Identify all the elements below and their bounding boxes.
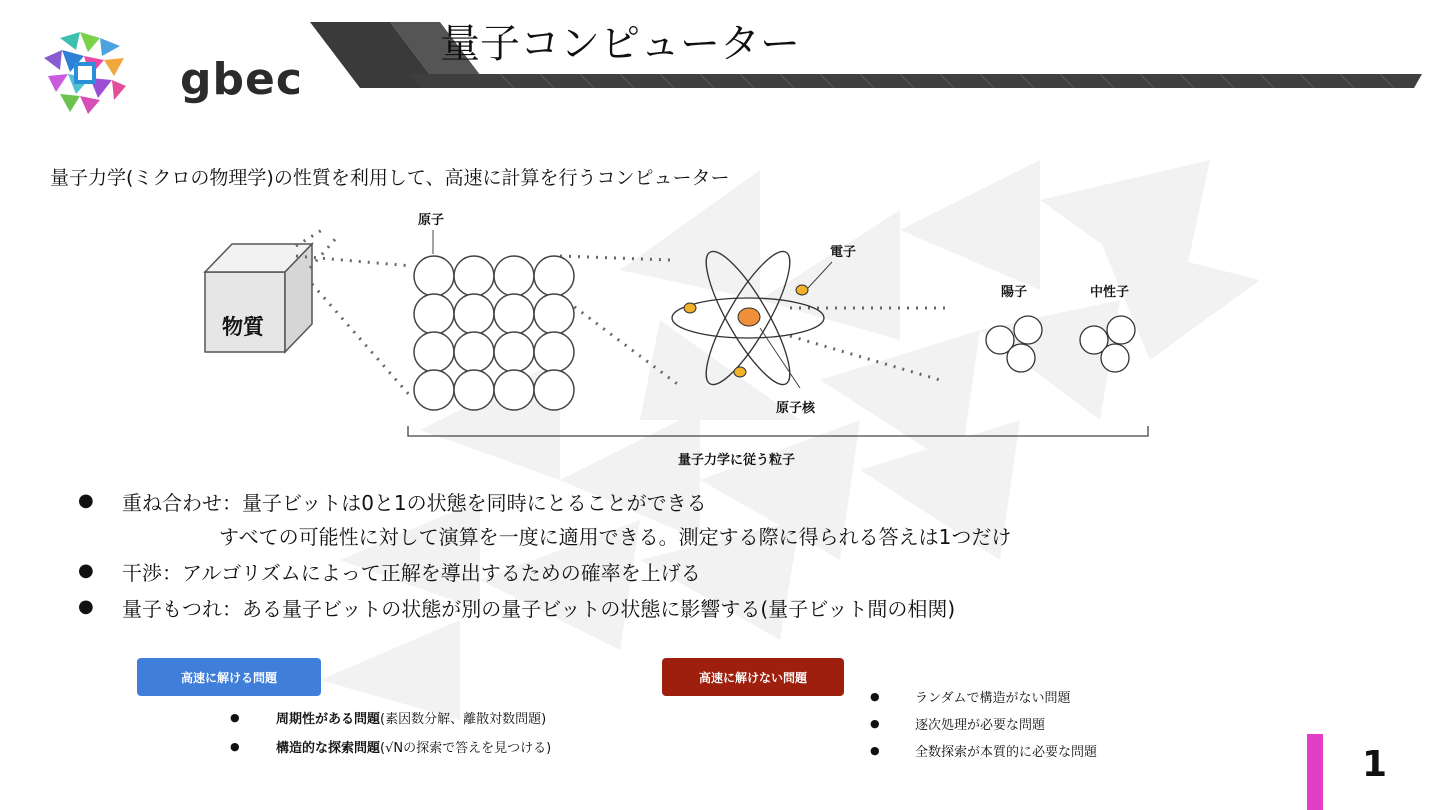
proton-cluster [986, 316, 1042, 372]
bullet-text: 重ね合わせ：量子ビットは0と1の状態を同時にとることができる [122, 491, 707, 515]
electron [796, 285, 808, 295]
fast-problem-bold: 構造的な探索問題 [276, 741, 381, 756]
page-number: 1 [1362, 744, 1388, 785]
bracket-label: 量子力学に従う粒子 [678, 453, 796, 468]
neutron-cluster [1080, 316, 1135, 372]
list-dot: ● [870, 744, 880, 757]
slow-problem-item: 全数探索が本質的に必要な問題 [915, 745, 1098, 760]
atom-grid [414, 256, 574, 410]
nucleus [738, 308, 760, 326]
fast-problem-item [276, 737, 551, 756]
bullet-subtext: すべての可能性に対して演算を一度に適用できる。測定する際に得られる答えは1つだけ [219, 525, 1012, 549]
bullet-text: 干渉：アルゴリズムによって正解を導出するための確率を上げる [122, 561, 701, 585]
fast-problems-badge: 高速に解ける問題 [137, 658, 321, 696]
bullet-text: 量子もつれ：ある量子ビットの状態が別の量子ビットの状態に影響する(量子ビット間の相関) [122, 597, 956, 621]
list-dot: ● [870, 717, 880, 730]
fast-problem-rest: (√Nの探索で答えを見つける) [380, 741, 552, 756]
bracket [408, 426, 1148, 436]
logo-mark-icon [40, 28, 140, 116]
neutron-label: 中性子 [1090, 285, 1130, 300]
bullet-dot: ● [78, 560, 94, 581]
list-dot: ● [230, 740, 240, 753]
electron [734, 367, 746, 377]
nucleus-label: 原子核 [776, 401, 816, 416]
slide-title: 量子コンピューター [440, 21, 800, 67]
list-dot: ● [870, 690, 880, 703]
matter-label: 物質 [222, 315, 264, 339]
atom-label: 原子 [418, 213, 445, 228]
slow-problems-badge: 高速に解けない問題 [662, 658, 844, 696]
gbec-logo [40, 28, 303, 116]
fast-problem-rest: (素因数分解、離散対数問題) [380, 712, 547, 727]
slow-problem-item: 逐次処理が必要な問題 [915, 718, 1046, 733]
bullet-dot: ● [78, 596, 94, 617]
accent-bar [1307, 734, 1323, 810]
proton-label: 陽子 [1001, 285, 1028, 300]
fast-problem-bold: 周期性がある問題 [276, 712, 381, 727]
list-dot: ● [230, 711, 240, 724]
subtitle: 量子力学(ミクロの物理学)の性質を利用して、高速に計算を行うコンピューター [50, 167, 730, 189]
logo-text: gbec [180, 54, 303, 105]
fast-problem-item [276, 708, 546, 727]
bullet-dot: ● [78, 490, 94, 511]
particle-diagram [0, 200, 1440, 480]
electron-label: 電子 [830, 245, 857, 260]
electron [684, 303, 696, 313]
slow-problem-item: ランダムで構造がない問題 [915, 691, 1071, 706]
